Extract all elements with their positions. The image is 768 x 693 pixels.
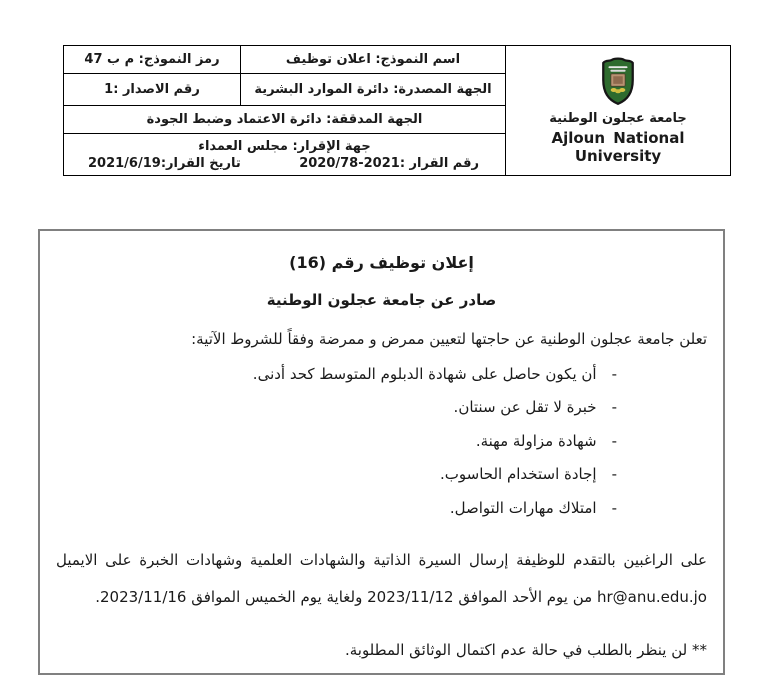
dash-bullet: -	[611, 364, 617, 383]
incomplete-documents-note: ** لن ينظر بالطلب في حالة عدم اكتمال الوثائق المطلوبة.	[344, 640, 707, 659]
dash-bullet: -	[611, 465, 617, 484]
requirement-item	[56, 491, 707, 525]
announcement-subtitle: صادر عن جامعة عجلون الوطنية	[266, 291, 497, 309]
university-name-arabic: جامعة عجلون الوطنية	[549, 111, 687, 126]
application-info-line2: hr@anu.edu.jo من يوم الأحد الموافق 2023/11/12 ولغاية يوم الخميس الموافق 2023/11/16.	[95, 587, 707, 606]
issue-number-cell: رقم الاصدار :1	[64, 74, 241, 106]
form-name-cell: اسم النموذج: اعلان توظيف	[241, 46, 506, 74]
requirement-item	[56, 458, 707, 492]
requirement-text: شهادة مزاولة مهنة.	[475, 431, 597, 450]
requirement-text: امتلاك مهارات التواصل.	[449, 498, 597, 517]
university-logo-cell	[506, 46, 731, 176]
announcement-title: إعلان توظيف رقم (16)	[289, 253, 474, 272]
issuing-body-cell: الجهة المصدرة: دائرة الموارد البشرية	[241, 74, 506, 106]
dash-bullet: -	[611, 398, 617, 417]
requirement-text: خبرة لا تقل عن سنتان.	[453, 398, 597, 417]
decision-number: رقم القرار :2021-2020/78	[299, 155, 479, 171]
requirement-item	[56, 357, 707, 391]
auditing-body-cell: الجهة المدققة: دائرة الاعتماد وضبط الجودة	[64, 106, 506, 134]
announcement-intro: تعلن جامعة عجلون الوطنية عن حاجتها لتعيين ممرض و ممرضة وفقاً للشروط الآتية:	[191, 330, 707, 348]
form-header-table	[63, 45, 731, 176]
approval-cell	[64, 134, 506, 176]
requirement-text: أن يكون حاصل على شهادة الدبلوم المتوسط كحد أدنى.	[252, 364, 597, 383]
approval-body: جهة الإقرار: مجلس العمداء	[198, 138, 371, 154]
requirements-list	[56, 357, 707, 525]
university-name-english: Ajloun National University	[551, 129, 685, 165]
dash-bullet: -	[611, 431, 617, 450]
announcement-box	[38, 229, 725, 675]
application-info-line1: على الراغبين بالتقدم للوظيفة إرسال السيرة الذاتية والشهادات العلمية وشهادات الخبرة على الايميل	[56, 550, 707, 569]
form-code-cell: رمز النموذج: م ب 47	[64, 46, 241, 74]
decision-date: تاريخ القرار:2021/6/19	[88, 155, 241, 171]
decision-row	[68, 156, 501, 171]
dash-bullet: -	[611, 498, 617, 517]
university-shield-logo	[599, 56, 637, 106]
requirement-item	[56, 391, 707, 425]
requirement-text: إجادة استخدام الحاسوب.	[440, 465, 597, 484]
requirement-item	[56, 424, 707, 458]
